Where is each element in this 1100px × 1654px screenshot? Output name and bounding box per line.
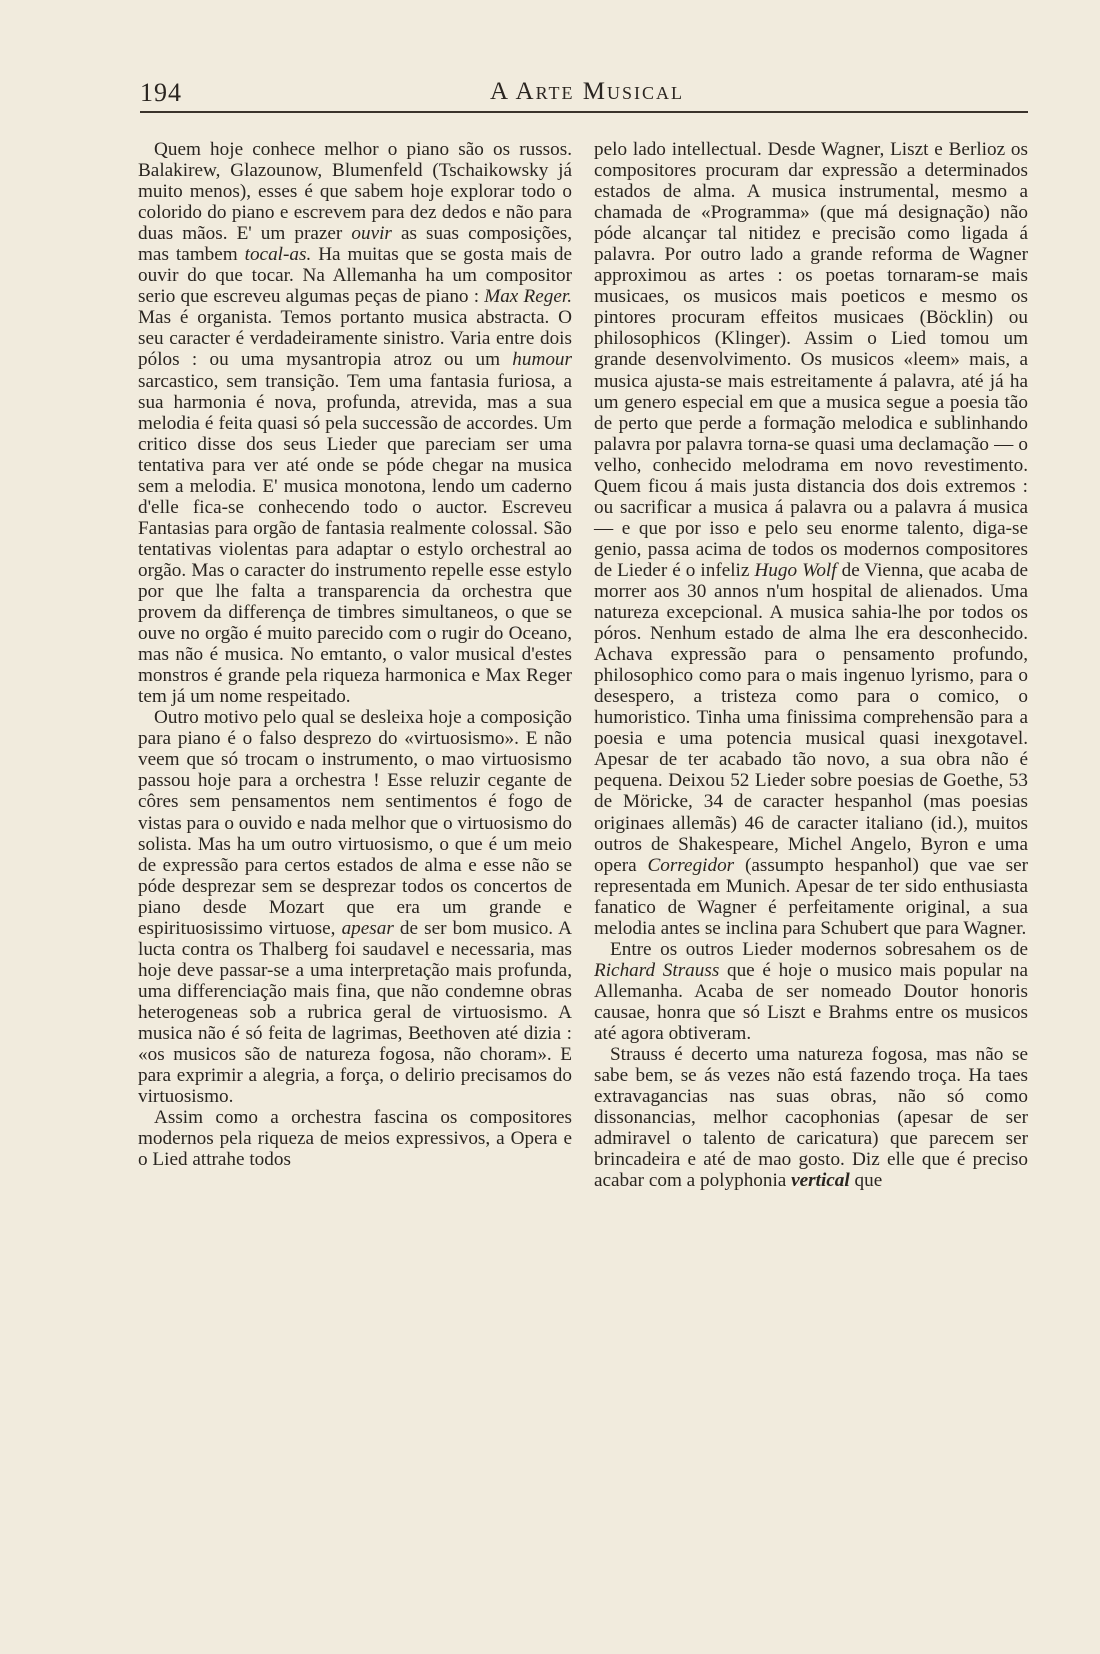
running-title: A Arte Musical	[490, 78, 684, 105]
emphasis-run: Max Reger.	[484, 286, 572, 308]
emphasis-run: tocal-as.	[244, 244, 312, 266]
paragraph	[138, 139, 572, 707]
emphasis-run: Hugo Wolf	[754, 559, 837, 581]
running-header	[140, 72, 1028, 112]
text-run: Entre os outros Lieder modernos sobresahem os de	[610, 938, 1028, 960]
paragraph	[138, 707, 572, 1107]
text-run: sarcastico, sem transição. Tem uma fantasia furiosa, a sua harmonia é nova, profunda, atrevida, mas a sua melodia é feita quasi só pela successão de accordes. Um critico disse dos seus Lieder que pareciam ser uma tentativa para ver até onde se póde chegar na musica sem a melodia. E' musica monotona, lendo um caderno d'elle fica-se conhecendo todo o auctor. Escreveu Fantasias para orgão de fantasia realmente colossal. São tentativas violentas para adaptar o estylo orchestral ao orgão. Mas o caracter do instrumento repelle esse estylo por que lhe falta a transparencia da orchestra que provem da differença de timbres simultaneos, o que se ouve no orgão é muito parecido com o rugir do Oceano, mas não é musica. No emtanto, o valor musical d'estes monstros é grande pela riqueza harmonica e Max Reger tem já um nome respeitado.	[138, 370, 572, 708]
emphasis-run: Richard Strauss	[594, 959, 720, 981]
text-run: pelo lado intellectual. Desde Wagner, Liszt e Berlioz os compositores procuram dar expressão a determinados estados de alma. A musica instrumental, mesmo a chamada de «Programma» (que má designação) não póde alcançar tal nitidez e precisão como ligada á palavra. Por outro lado a grande reforma de Wagner approximou as artes : os poetas tornaram-se mais musicaes, os musicos mais poeticos e mesmo os pintores procuram effeitos musicaes (Böcklin) ou philosophicos (Klinger). Assim o Lied tomou um grande desenvolvimento. Os musicos «leem» mais, a musica ajusta-se mais estreitamente á palavra, até já ha um genero especial em que a musica segue a poesia tão de perto que perde a formação melodica e sublinhando palavra por palavra torna-se quasi uma declamação — o velho, conhecido melodrama em novo revestimento. Quem ficou á mais justa distancia dos dois extremos : ou sacrificar a musica á palavra ou a palavra á musica — e que por isso e pelo seu enorme talento, diga-se genio, passa acima de todos os modernos compositores de Lieder é o infeliz	[594, 139, 1028, 581]
emphasis-run: ouvir	[351, 223, 392, 245]
right-column	[594, 139, 1028, 1191]
text-run: Quem hoje conhece melhor o piano são os russos. Balakirew, Glazounow, Blumenfeld (Tschaikowsky já muito menos), esses é que sabem hoje explorar todo o colorido do piano e escrevem para dez dedos e não para duas mãos. E' um prazer	[138, 139, 572, 245]
paragraph	[594, 939, 1028, 1044]
emphasis-run: Corregidor	[647, 854, 735, 876]
paragraph-continued	[594, 139, 1028, 939]
text-run: as suas composições, mas tambem	[138, 223, 572, 266]
text-run: que é hoje o musico mais popular na Allemanha. Acaba de ser nomeado Doutor honoris causae, honra que só Liszt e Brahms entre os musicos até agora obtiveram.	[594, 959, 1028, 1044]
text-run: (assumpto hespanhol) que vae ser representada em Munich. Apesar de ter sido enthusiasta fanatico de Wagner é perfeitamente original, a sua melodia antes se inclina para Schubert que para Wagner.	[594, 854, 1028, 939]
emphasis-run: humour	[512, 349, 572, 371]
text-run: Outro motivo pelo qual se desleixa hoje a composição para piano é o falso desprezo do «virtuosismo». E não veem que só trocam o instrumento, o mao virtuosismo passou hoje para a orchestra ! Esse reluzir cegante de côres sem pensamentos nem sentimentos é fogo de vistas para o ouvido e nada melhor que o virtuosismo do solista. Mas ha um outro virtuosismo, o que é um meio de expressão para certos estados de alma e esse não se póde desprezar sem se desprezar todos os concertos de piano desde Mozart que era um grande e espirituosissimo virtuose,	[138, 707, 572, 939]
page-number: 194	[140, 78, 182, 107]
text-run: Assim como a orchestra fascina os compositores modernos pela riqueza de meios expressivos, a Opera e o Lied attrahe todos	[138, 1107, 572, 1171]
paragraph	[594, 1044, 1028, 1191]
emphasis-run: apesar	[341, 917, 394, 939]
text-run: que	[849, 1170, 883, 1192]
text-run: de ser bom musico. A lucta contra os Thalberg foi saudavel e necessaria, mas hoje deve passar-se a uma interpretação mais profunda, uma differenciação mais fina, que não condemne obras heterogeneas sob a rubrica geral de virtuosismo. A musica não é só feita de lagrimas, Beethoven até dizia : «os musicos são de natureza fogosa, não choram». E para exprimir a alegria, a força, o delirio precisamos do virtuosismo.	[138, 917, 572, 1108]
emphasis-run: vertical	[791, 1170, 850, 1192]
text-run: Mas é organista. Temos portanto musica abstracta. O seu caracter é verdadeiramente sinistro. Varia entre dois pólos : ou uma mysantropia atroz ou um	[138, 307, 572, 371]
paragraph	[138, 1107, 572, 1170]
text-run: de Vienna, que acaba de morrer aos 30 annos n'um hospital de alienados. Uma natureza excepcional. A musica sahia-lhe por todos os póros. Nenhum estado de alma lhe era desconhecido. Achava expressão para o pensamento profundo, philosophico como para o mais ingenuo lyrismo, para o desespero, a tristeza como para o comico, o humoristico. Tinha uma finissima comprehensão para a poesia e uma potencia musical quasi inexgotavel. Apesar de ter acabado tão novo, a sua obra não é pequena. Deixou 52 Lieder sobre poesias de Goethe, 53 de Möricke, 34 de caracter hespanhol (mas poesias originaes allemãs) 46 de caracter italiano (id.), muitos outros de Shakespeare, Michel Angelo, Byron e uma opera	[594, 559, 1028, 876]
header-rule	[140, 111, 1028, 113]
text-run: Ha muitas que se gosta mais de ouvir do que tocar. Na Allemanha ha um compositor serio que escreveu algumas peças de piano :	[138, 244, 572, 308]
left-column	[138, 139, 572, 1170]
text-run: Strauss é decerto uma natureza fogosa, mas não se sabe bem, se ás vezes não está fazendo troça. Ha taes extravagancias nas suas obras, não só como dissonancias, melhor cacophonias (apesar de ser admiravel o talento de caricatura) que parecem ser brincadeira e até de mao gosto. Diz elle que é preciso acabar com a polyphonia	[594, 1044, 1028, 1192]
